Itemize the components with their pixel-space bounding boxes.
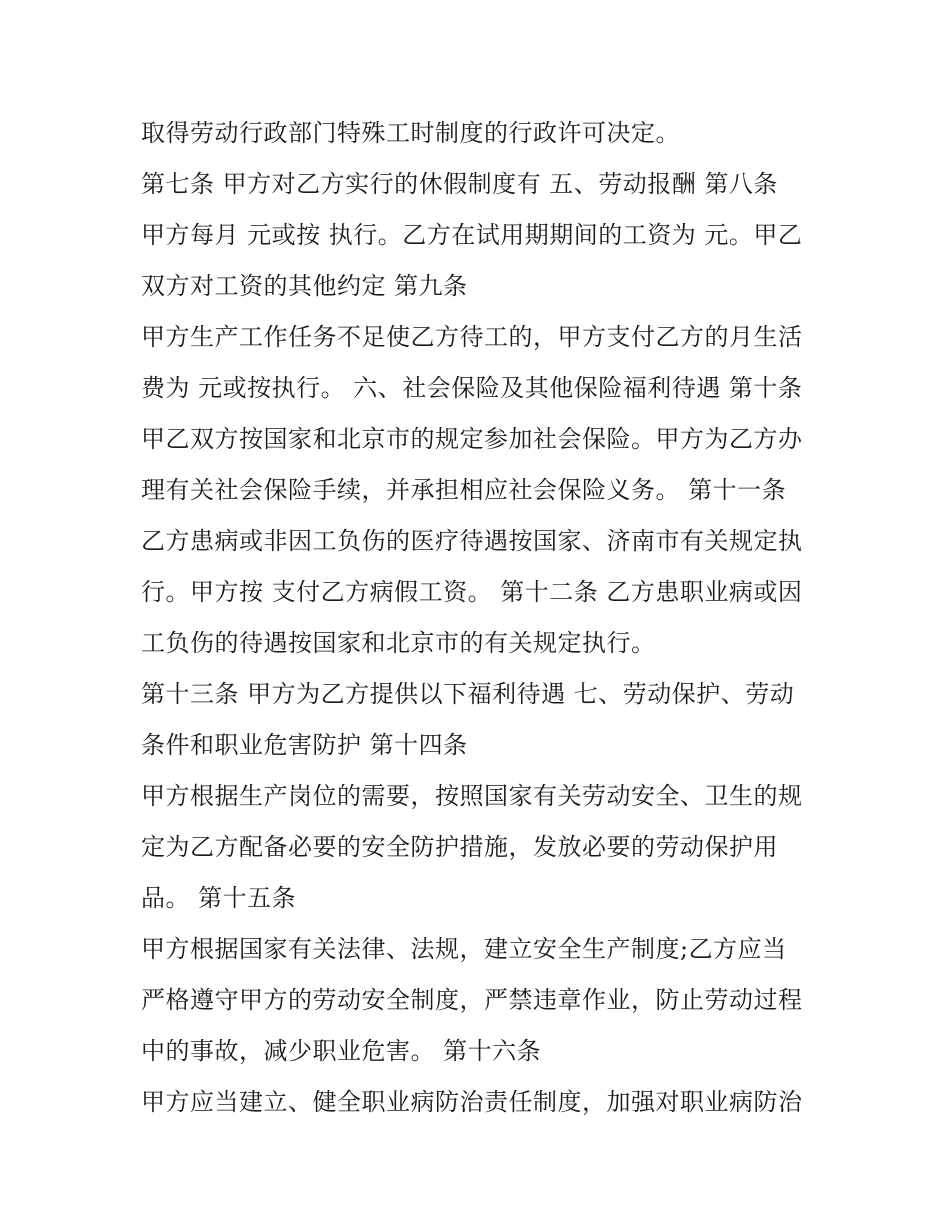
text-line: 双方对工资的其他约定 第九条 [141,272,468,300]
text-line: 行。甲方按 支付乙方病假工资。 第十二条 乙方患职业病或因 [141,578,803,606]
text-line: 工负伤的待遇按国家和北京市的有关规定执行。 [141,629,656,657]
text-line: 第七条 甲方对乙方实行的休假制度有 五、劳动报酬 第八条 [141,170,778,198]
text-line: 乙方患病或非因工负伤的医疗待遇按国家、济南市有关规定执 [141,527,803,555]
text-line: 甲方根据国家有关法律、法规，建立安全生产制度;乙方应当 [141,935,787,963]
text-line: 甲方生产工作任务不足使乙方待工的，甲方支付乙方的月生活 [141,323,803,351]
document-body [141,108,831,1128]
text-line: 品。 第十五条 [141,884,297,912]
text-line: 费为 元或按执行。 六、社会保险及其他保险福利待遇 第十条 [141,374,803,402]
text-line: 甲方根据生产岗位的需要，按照国家有关劳动安全、卫生的规 [141,782,803,810]
text-line: 甲方每月 元或按 执行。乙方在试用期期间的工资为 元。甲乙 [141,221,803,249]
text-line: 甲方应当建立、健全职业病防治责任制度，加强对职业病防治 [141,1088,803,1116]
text-line: 第十三条 甲方为乙方提供以下福利待遇 七、劳动保护、劳动 [141,680,795,708]
text-line: 定为乙方配备必要的安全防护措施，发放必要的劳动保护用 [141,833,778,861]
text-line: 理有关社会保险手续，并承担相应社会保险义务。 第十一条 [141,476,787,504]
text-line: 严格遵守甲方的劳动安全制度，严禁违章作业，防止劳动过程 [141,986,803,1014]
text-line: 取得劳动行政部门特殊工时制度的行政许可决定。 [141,119,680,147]
text-line: 甲乙双方按国家和北京市的规定参加社会保险。甲方为乙方办 [141,425,803,453]
text-line: 条件和职业危害防护 第十四条 [141,731,468,759]
text-line: 中的事故，减少职业危害。 第十六条 [141,1037,542,1065]
